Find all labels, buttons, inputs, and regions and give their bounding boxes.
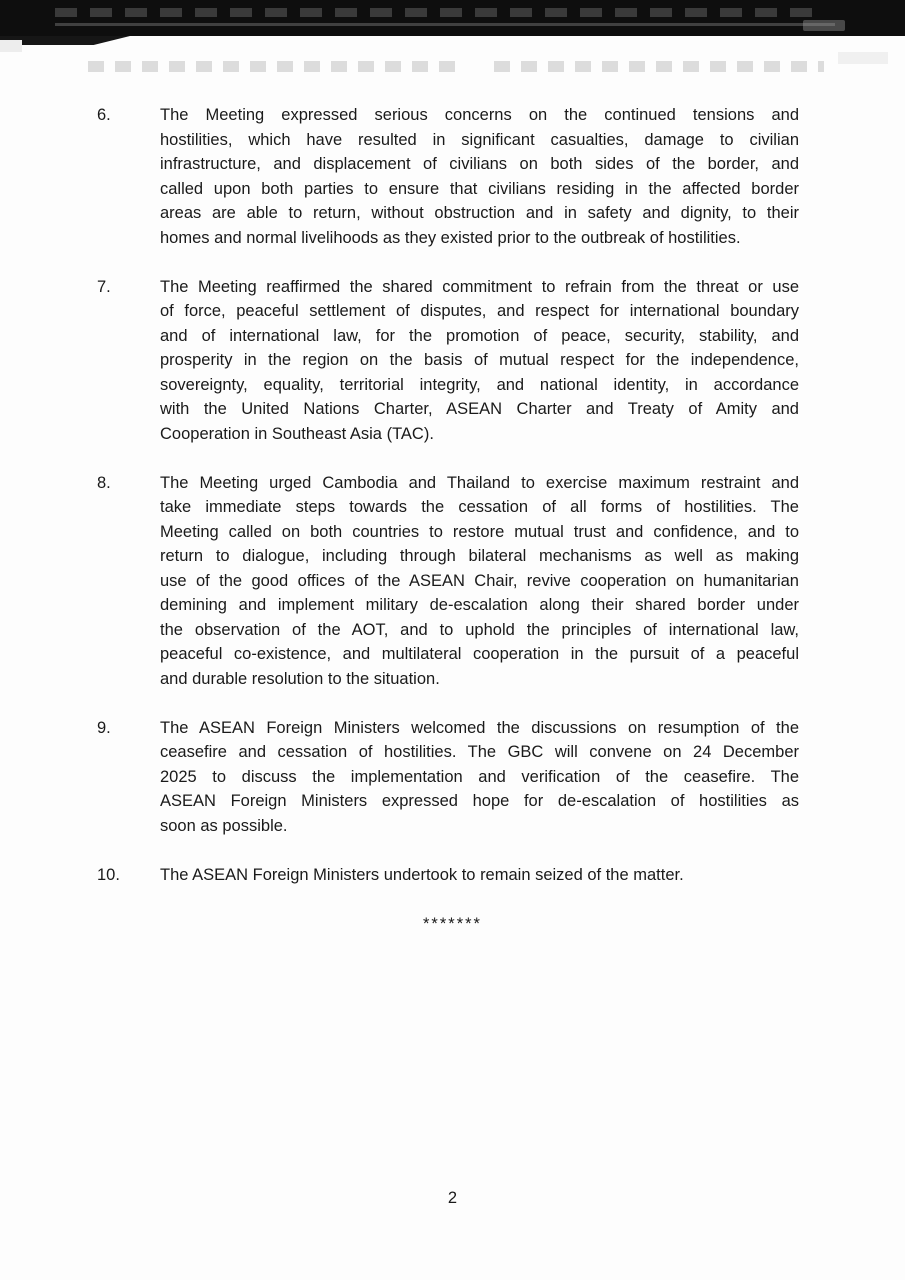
paragraph — [97, 863, 799, 888]
text-line: ceasefire and cessation of hostilities. The GBC will convene on 24 December — [160, 743, 799, 761]
text-line: prosperity in the region on the basis of mutual respect for the independence, — [160, 351, 799, 369]
text-line: take immediate steps towards the cessation of all forms of hostilities. The — [160, 498, 799, 516]
asterisk-separator: ******* — [423, 914, 482, 933]
page-number: 2 — [447, 1189, 458, 1207]
document-body — [0, 103, 905, 936]
text-line: the observation of the AOT, and to uphold the principles of international law, — [160, 620, 799, 639]
paragraph-text — [160, 103, 799, 250]
text-line: ASEAN Foreign Ministers expressed hope for de-escalation of hostilities as — [160, 792, 799, 810]
paragraph-text — [160, 863, 799, 888]
text-line: homes and normal livelihoods as they existed prior to the outbreak of hostilities. — [160, 228, 741, 247]
text-line: sovereignty, equality, territorial integrity, and national identity, in accordance — [160, 375, 799, 394]
text-line: called upon both parties to ensure that civilians residing in the affected border — [160, 179, 799, 198]
text-line: The ASEAN Foreign Ministers undertook to remain seized of the matter. — [160, 865, 684, 884]
text-line: return to dialogue, including through bilateral mechanisms as well as making — [160, 547, 799, 565]
paragraph-text — [160, 471, 799, 692]
text-line: hostilities, which have resulted in significant casualties, damage to civilian — [160, 130, 799, 149]
text-line: peaceful co-existence, and multilateral cooperation in the pursuit of a peaceful — [160, 645, 799, 663]
scan-smudge-right — [838, 52, 888, 64]
text-line: 2025 to discuss the implementation and verification of the ceasefire. The — [160, 767, 799, 786]
paragraph-list — [0, 103, 905, 887]
paragraph-number: 6. — [97, 106, 111, 124]
text-line: soon as possible. — [160, 816, 288, 835]
text-line: Meeting called on both countries to restore mutual trust and confidence, and to — [160, 522, 799, 541]
text-line: and of international law, for the promotion of peace, security, stability, and — [160, 326, 799, 345]
text-line: and durable resolution to the situation. — [160, 669, 440, 688]
paragraph-number: 9. — [97, 718, 111, 737]
paragraph — [97, 275, 799, 447]
paragraph-text — [160, 716, 799, 839]
text-line: The Meeting urged Cambodia and Thailand to exercise maximum restraint and — [160, 473, 799, 492]
text-line: areas are able to return, without obstruction and in safety and dignity, to their — [160, 204, 799, 222]
text-line: The Meeting reaffirmed the shared commitment to refrain from the threat or use — [160, 277, 799, 296]
scan-smudge-left — [0, 40, 22, 52]
text-line: infrastructure, and displacement of civilians on both sides of the border, and — [160, 155, 799, 173]
redaction-ghost-rule — [55, 23, 835, 26]
ghost-text-artifact-right — [494, 61, 824, 72]
redaction-ghost-text — [55, 8, 817, 17]
paragraph — [97, 103, 799, 250]
paragraph — [97, 471, 799, 692]
paragraph-number: 10. — [97, 865, 120, 884]
paragraph — [97, 716, 799, 839]
text-line: The Meeting expressed serious concerns on the continued tensions and — [160, 106, 799, 124]
text-line: The ASEAN Foreign Ministers welcomed the discussions on resumption of the — [160, 718, 799, 737]
text-line: of force, peaceful settlement of disputes, and respect for international boundary — [160, 302, 799, 320]
ghost-text-artifact-left — [88, 61, 460, 72]
text-line: use of the good offices of the ASEAN Chair, revive cooperation on humanitarian — [160, 571, 799, 590]
text-line: demining and implement military de-escalation along their shared border under — [160, 596, 799, 614]
paragraph-number: 7. — [97, 277, 111, 296]
text-line: Cooperation in Southeast Asia (TAC). — [160, 424, 434, 443]
redaction-ghost-blob — [803, 20, 845, 31]
paragraph-number: 8. — [97, 473, 111, 492]
paragraph-text — [160, 275, 799, 447]
redaction-band — [0, 0, 905, 36]
text-line: with the United Nations Charter, ASEAN Charter and Treaty of Amity and — [160, 400, 799, 418]
